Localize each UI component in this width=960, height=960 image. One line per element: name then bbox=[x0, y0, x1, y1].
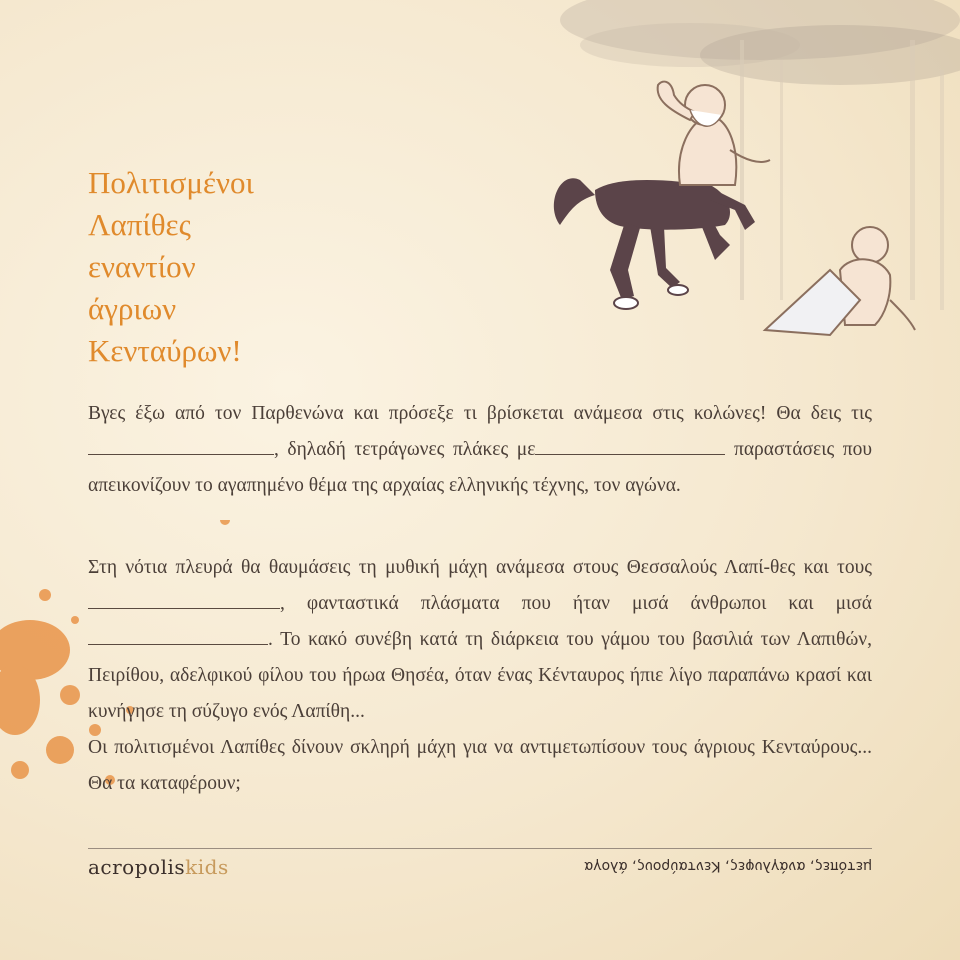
title-line: Κενταύρων! bbox=[88, 333, 242, 368]
paragraph-intro bbox=[88, 396, 872, 540]
text-fragment: παραστάσεις που απεικονίζουν το αγαπημένο θέμα της αρχαίας ελληνικής τέχνης, τον αγώνα. bbox=[88, 439, 873, 496]
centaur-illustration bbox=[540, 0, 960, 340]
text-fragment: , δηλαδή τετράγωνες πλάκες με bbox=[274, 439, 536, 460]
paragraph-question: Οι πολιτισμένοι Λαπίθες δίνουν σκληρή μάχη για να αντιμετωπίσουν τους άγριους Κενταύρους... Θα τα καταφέρουν; bbox=[88, 737, 872, 794]
page-title bbox=[88, 162, 388, 372]
answer-key: μετόπες, ανάγλυφες, Κενταύρους, άλογα bbox=[583, 858, 872, 874]
brand-accent: kids bbox=[185, 855, 229, 879]
fill-in-blank[interactable] bbox=[88, 436, 274, 455]
title-line: άγριων bbox=[88, 291, 177, 326]
title-line: Πολιτισμένοι bbox=[88, 165, 254, 200]
body-text bbox=[88, 396, 872, 802]
paragraph-battle bbox=[88, 550, 872, 730]
fill-in-blank[interactable] bbox=[88, 626, 268, 645]
text-fragment: , φανταστικά πλάσματα που ήταν μισά άνθρωποι και μισά bbox=[280, 593, 872, 614]
text-fragment: Βγες έξω από τον Παρθενώνα και πρόσεξε τι βρίσκεται ανάμεσα στις κολώνες! Θα δεις τις bbox=[88, 403, 872, 424]
brand-main: acropolis bbox=[88, 855, 186, 879]
brand-logo bbox=[88, 855, 229, 879]
fill-in-blank[interactable] bbox=[88, 590, 280, 609]
text-fragment: . Το κακό συνέβη κατά τη διάρκεια του γάμου του βασιλιά των Λαπιθών, Πειρίθου, αδελφικού φίλου του ήρωα Θησέα, όταν ένας Κένταυρος ήπιε λίγο παραπάνω κρασί και κυνήγησε τη σύζυγο ενός Λαπίθη... bbox=[88, 629, 872, 722]
footer-divider bbox=[88, 848, 872, 849]
fill-in-blank[interactable] bbox=[535, 436, 725, 455]
text-fragment: Στη νότια πλευρά θα θαυμάσεις τη μυθική μάχη ανάμεσα στους Θεσσαλούς Λαπί-θες και τους bbox=[88, 557, 872, 578]
title-line: εναντίον bbox=[88, 249, 196, 284]
title-line: Λαπίθες bbox=[88, 207, 191, 242]
